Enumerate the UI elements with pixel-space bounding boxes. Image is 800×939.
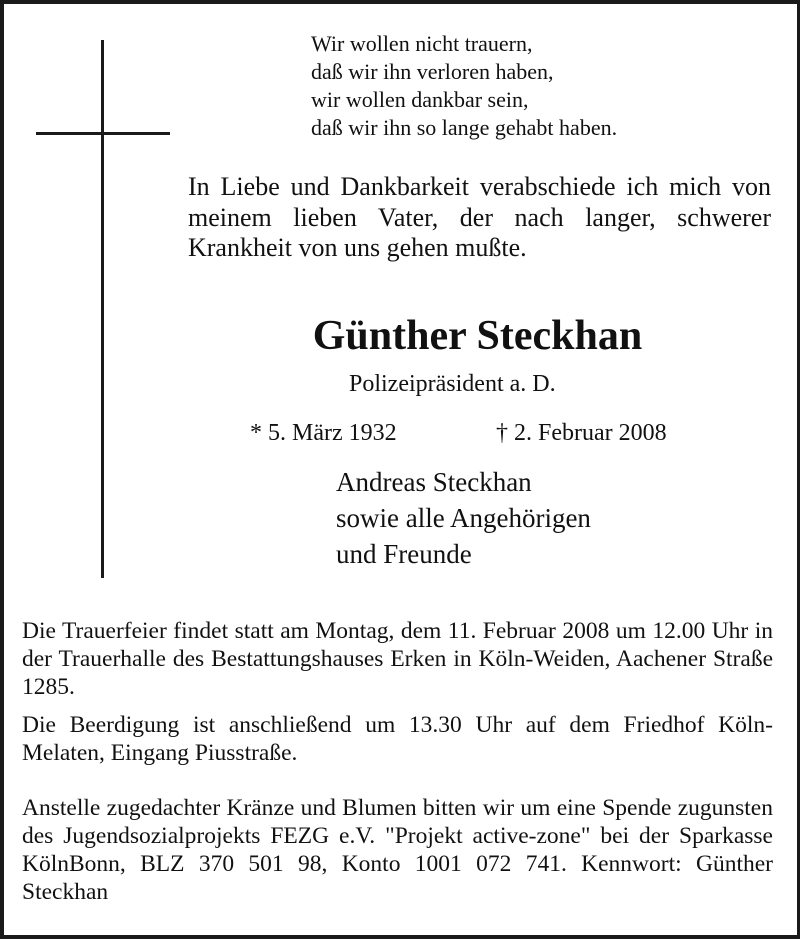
birth-date: * 5. März 1932 bbox=[250, 420, 397, 446]
deceased-title: Polizeipräsident a. D. bbox=[349, 371, 556, 397]
poem-line: Wir wollen nicht trauern, bbox=[311, 31, 533, 56]
poem-line: daß wir ihn verloren haben, bbox=[311, 59, 554, 84]
cross-icon-horizontal-bar bbox=[36, 132, 170, 135]
farewell-text: In Liebe und Dankbarkeit verabschiede ich mich von meinem lieben Vater, der nach langer, schwerer Krankheit von uns gehen mußte. bbox=[188, 172, 771, 262]
mourner-line: Andreas Steckhan bbox=[336, 467, 532, 497]
poem bbox=[311, 30, 617, 142]
death-date: † 2. Februar 2008 bbox=[496, 420, 667, 446]
burial-info: Die Beerdigung ist anschließend um 13.30 Uhr auf dem Friedhof Köln-Melaten, Eingang Piusstraße. bbox=[22, 712, 773, 766]
mourners bbox=[336, 464, 591, 572]
donation-info: Anstelle zugedachter Kränze und Blumen bitten wir um eine Spende zugunsten des Jugendsozialprojekts FEZG e.V. "Projekt active-zone" bei der Sparkasse KölnBonn, BLZ 370 501 98, Konto 1001 072 741. Kennwort: Günther Steckhan bbox=[22, 795, 773, 905]
mourner-line: und Freunde bbox=[336, 539, 472, 569]
mourner-line: sowie alle Angehörigen bbox=[336, 503, 591, 533]
cross-icon-vertical-bar bbox=[101, 40, 104, 578]
funeral-service-info: Die Trauerfeier findet statt am Montag, dem 11. Februar 2008 um 12.00 Uhr in der Trauerhalle des Bestattungshauses Erken in Köln-Weiden, Aachener Straße 1285. bbox=[22, 618, 773, 700]
poem-line: wir wollen dankbar sein, bbox=[311, 87, 529, 112]
deceased-name: Günther Steckhan bbox=[312, 313, 643, 359]
poem-line: daß wir ihn so lange gehabt haben. bbox=[311, 115, 618, 140]
